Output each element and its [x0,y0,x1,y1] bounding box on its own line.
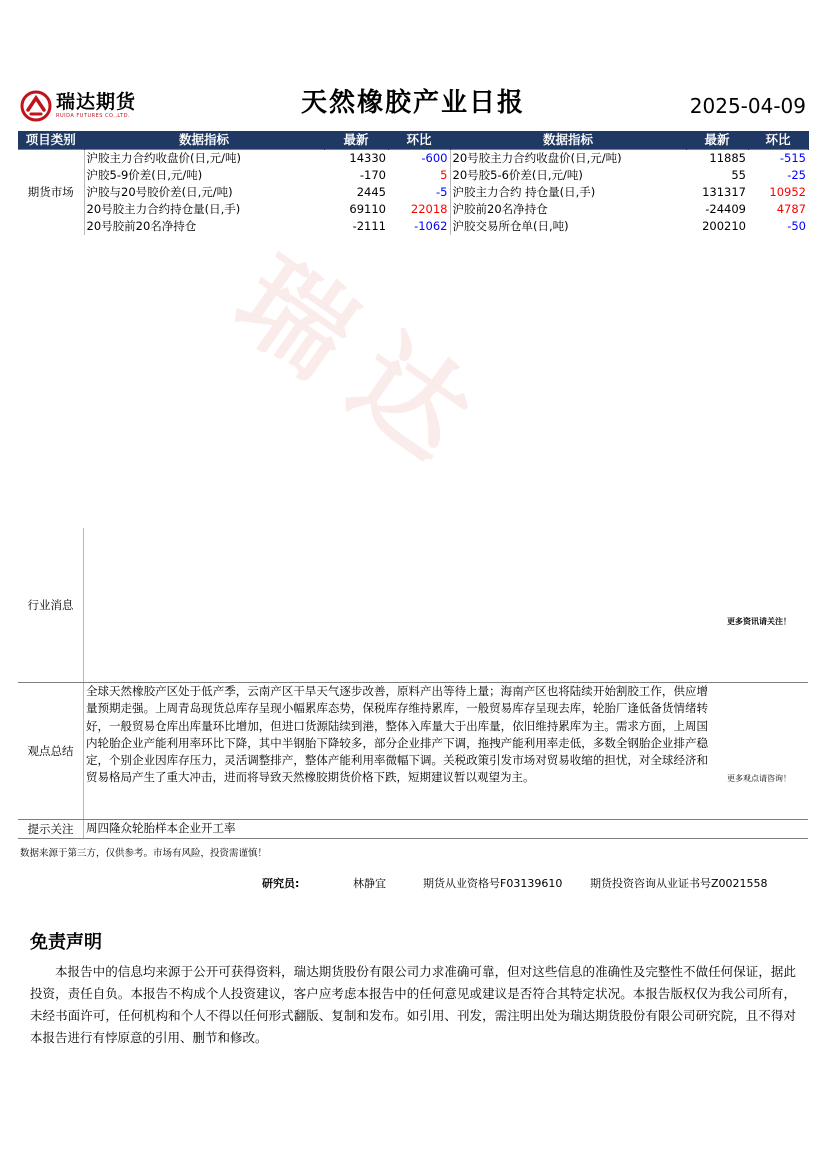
report-date: 2025-04-09 [689,94,806,118]
change-value: -515 [748,149,808,166]
qr-code-icon [718,530,800,612]
category-cell: 期货市场 [18,149,84,235]
col-header-change: 环比 [388,131,450,149]
col-header-indicator: 数据指标 [84,131,324,149]
col-header-change-2: 环比 [748,131,808,149]
table-row [18,166,808,183]
latest-value: -24409 [705,202,746,217]
watermark: 瑞达 [213,233,517,500]
latest-value: 69110 [349,202,386,217]
latest-value: 55 [731,167,746,182]
logo-en-text: RUIDA FUTURES CO.,LTD. [56,113,131,119]
col-header-category: 项目类别 [18,131,84,149]
latest-value: -2111 [352,219,386,234]
data-table [18,131,809,235]
disclaimer-title: 免责声明 [30,932,102,953]
change-value: 4787 [776,202,806,217]
qr-code-icon [718,687,800,769]
latest-value: 11885 [686,149,748,166]
change-value: -50 [787,219,806,234]
reminder-section [18,820,808,839]
viewpoint-section [18,683,808,820]
col-header-indicator-2: 数据指标 [450,131,686,149]
consulting-license-number: 期货投资咨询从业证书号Z0021558 [590,877,768,890]
indicator-name: 沪胶5-9价差(日,元/吨) [86,167,203,182]
indicator-name: 沪胶交易所仓单(日,吨) [452,219,569,234]
logo-cn-text: 瑞达期货 [56,91,137,113]
qr-caption-news: 更多资讯请关注！ [727,617,791,626]
indicator-name: 20号胶前20名净持仓 [86,219,197,234]
indicator-name: 沪胶主力合约 持仓量(日,手) [452,184,596,199]
change-value: -25 [787,167,806,182]
indicator-name: 沪胶主力合约收盘价(日,元/吨) [84,149,324,166]
qr-code-news [718,530,800,627]
latest-value: 2445 [356,184,386,199]
indicator-name: 沪胶与20号胶价差(日,元/吨) [86,184,233,199]
table-row [18,218,808,235]
indicator-name: 20号胶主力合约收盘价(日,元/吨) [450,149,686,166]
table-row [18,149,808,166]
disclaimer-body: 本报告中的信息均来源于公开可获得资料，瑞达期货股份有限公司力求准确可靠，但对这些信息的准确性及完整性不做任何保证，据此投资，责任自负。本报告不构成个人投资建议，客户应考虑本报告中的任何意见或建议是否符合其特定状况。本报告版权仅为我公司所有，未经书面许可，任何机构和个人不得以任何形式翻版、复制和发布。如引用、刊发，需注明出处为瑞达期货股份有限公司研究院，且不得对本报告进行有悖原意的引用、删节和修改。 [30,964,796,1045]
change-value: -5 [388,183,450,200]
change-value: 5 [388,166,450,183]
qr-code-viewpoint [718,687,800,784]
col-header-latest: 最新 [324,131,388,149]
indicator-name: 沪胶前20名净持仓 [452,202,548,217]
col-header-latest-2: 最新 [686,131,748,149]
latest-value: 14330 [324,149,388,166]
change-value: 10952 [769,184,806,199]
reminder-label: 提示关注 [18,820,84,838]
data-source-note: 数据来源于第三方，仅供参考。市场有风险，投资需谨慎！ [20,848,268,859]
indicator-name: 20号胶主力合约持仓量(日,手) [86,202,241,217]
change-value: 22018 [388,201,450,218]
viewpoint-text: 全球天然橡胶产区处于低产季，云南产区干旱天气逐步改善，原料产出等待上量；海南产区也将陆续开始割胶工作，供应增量预期走强。上周青岛现货总库存呈现小幅累库态势，保税库存维持累库，一般贸易库存呈现去库，轮胎厂逢低备货情绪转好，一般贸易仓库出库量环比增加，但进口货源陆续到港，整体入库量大于出库量，依旧维持累库为主。需求方面，上周国内轮胎企业产能利用率环比下降，其中半钢胎下降较多，部分企业排产下调，拖拽产能利用率走低，多数全钢胎企业排产稳定，个别企业因库存压力，灵活调整排产，整体产能利用率微幅下调。关税政策引发市场对贸易收缩的担忧，对全球经济和贸易格局产生了重大冲击，进而将导致天然橡胶期货价格下跌，短期建议暂以观望为主。 [86,684,708,785]
table-row [18,201,808,218]
latest-value: 131317 [702,184,746,199]
industry-news-label: 行业消息 [18,528,84,682]
change-value: -600 [388,149,450,166]
table-header-row [18,131,808,149]
report-title: 天然橡胶产业日报 [300,88,525,118]
change-value: -1062 [388,218,450,235]
table-row [18,183,808,200]
viewpoint-label: 观点总结 [18,683,84,819]
latest-value: -170 [359,167,386,182]
qr-caption-viewpoint: 更多观点请咨询！ [727,774,791,783]
qualification-number: 期货从业资格号F03139610 [423,877,563,890]
industry-news-section [18,528,808,683]
reminder-text: 周四隆众轮胎样本企业开工率 [86,821,236,835]
indicator-name: 20号胶5-6价差(日,元/吨) [452,167,583,182]
latest-value: 200210 [702,219,746,234]
researcher-label: 研究员: [262,877,300,890]
researcher-name: 林静宜 [353,877,386,890]
